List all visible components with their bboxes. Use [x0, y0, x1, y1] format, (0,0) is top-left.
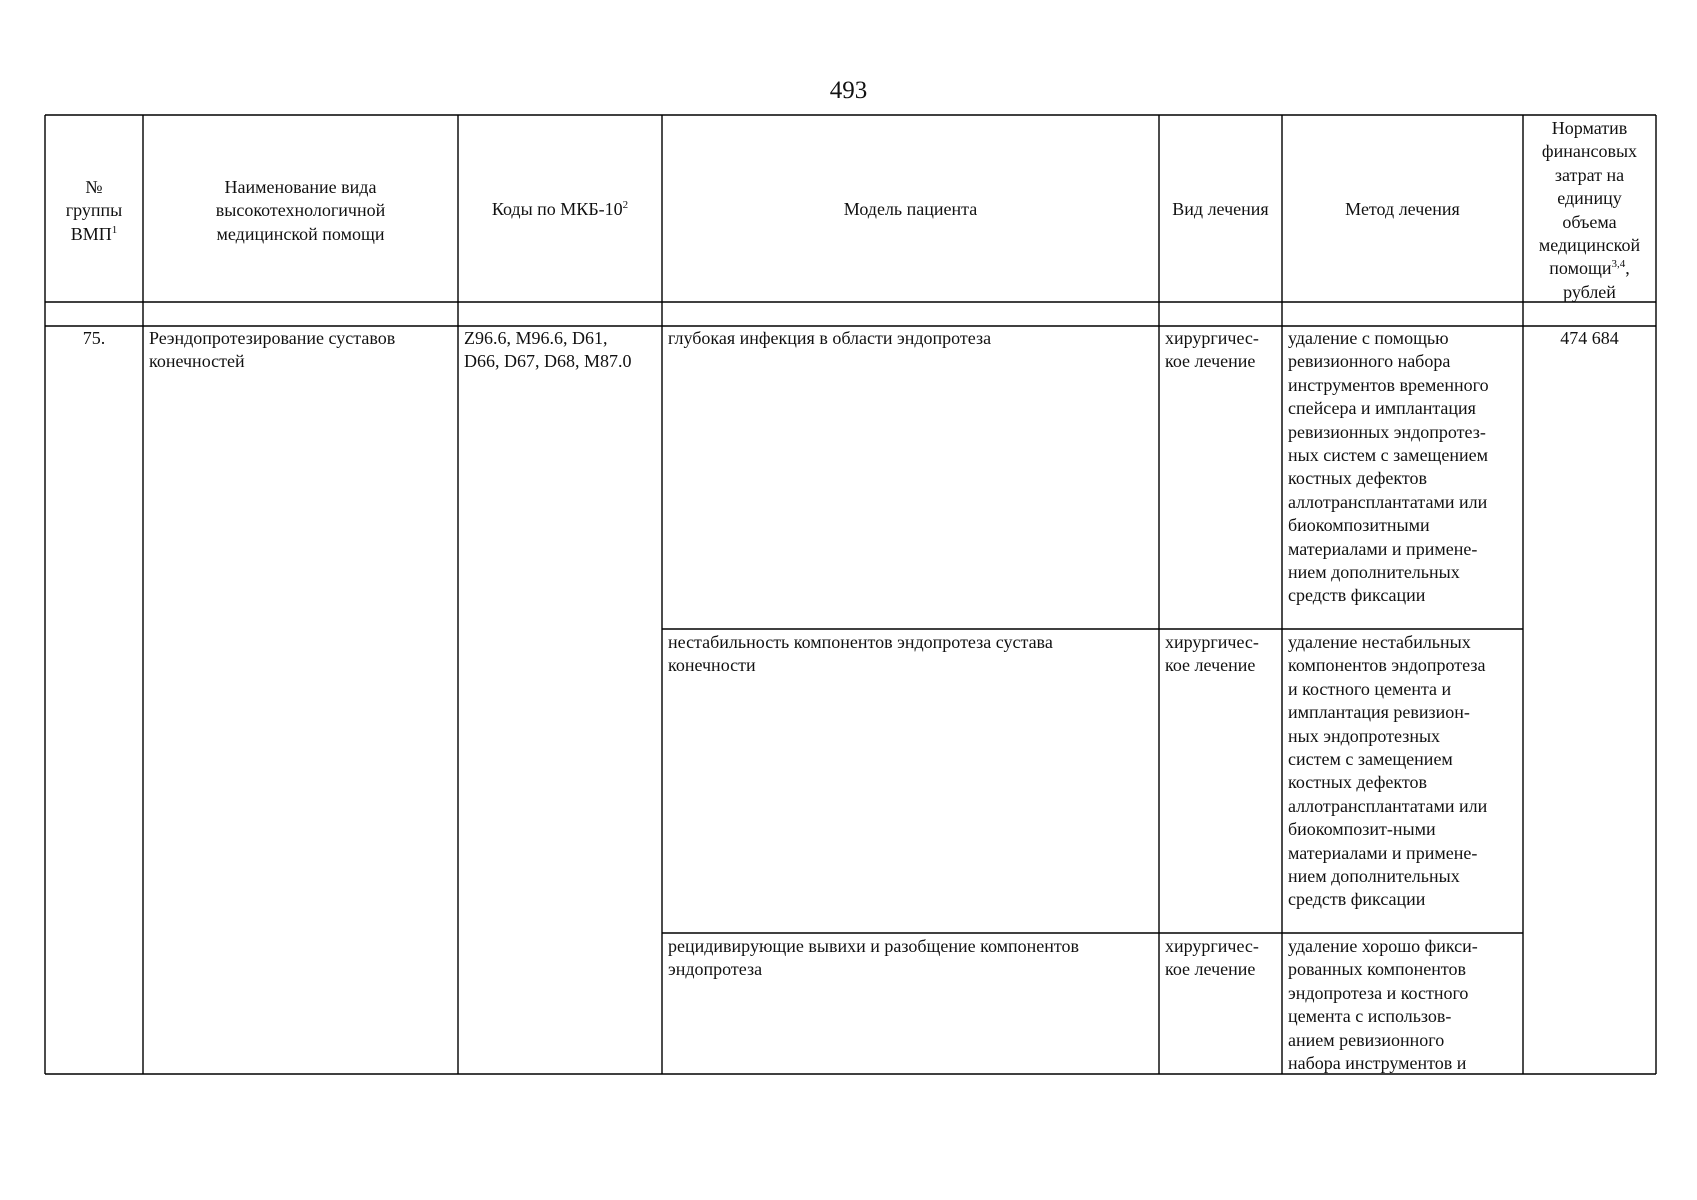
header-icd-codes	[458, 198, 662, 221]
footnote-1-marker: 1	[111, 223, 118, 236]
patient-model-1: глубокая инфекция в области эндопротеза	[668, 328, 992, 348]
patient-model-3: рецидивирующие вывихи и разобщение компонентов эндопротеза	[668, 936, 1080, 980]
page-number: 493	[829, 77, 868, 104]
header-cost-standard	[1523, 117, 1656, 304]
row-cost-value: 474 684	[1560, 328, 1619, 348]
footnote-2-marker: 2	[622, 199, 629, 211]
row-icd-codes: Z96.6, M96.6, D61, D66, D67, D68, M87.0	[464, 328, 632, 372]
treatment-type-1: хирургичес- кое лечение	[1165, 328, 1259, 372]
treatment-type-3: хирургичес- кое лечение	[1165, 936, 1259, 980]
header-icd-codes-text: Коды по МКБ-10	[491, 199, 623, 219]
header-patient-model: Модель пациента	[843, 199, 978, 219]
treatment-type-2: хирургичес- кое лечение	[1165, 632, 1259, 676]
header-group-number-text: № группы ВМП	[65, 177, 123, 244]
header-group-number	[45, 176, 143, 246]
row-group-number: 75.	[82, 328, 106, 348]
treatment-method-2: удаление нестабильных компонентов эндопротеза и костного цемента и имплантация ревизион- ных эндопротезных систем с замещением костных дефектов аллотрансплантатами или биокомпозит-ными материалами и примене- нием дополнительных средств фиксации	[1288, 632, 1488, 910]
treatment-method-3: удаление хорошо фикси- рованных компонентов эндопротеза и костного цемента с использов- анием ревизионного набора инструментов и	[1288, 936, 1478, 1073]
treatment-method-1: удаление с помощью ревизионного набора инструментов временного спейсера и имплантация ревизионных эндопротез- ных систем с замещением костных дефектов аллотрансплантатами или биокомпозитными материалами и примене- нием дополнительных средств фиксации	[1288, 328, 1489, 606]
header-treatment-method: Метод лечения	[1345, 199, 1460, 219]
header-care-type-name: Наименование вида высокотехнологичной медицинской помощи	[215, 177, 386, 244]
footnote-3-4-marker: 3,4	[1611, 258, 1626, 271]
header-cost-standard-text: Норматив финансовых затрат на единицу объема медицинской помощи	[1538, 118, 1641, 279]
header-treatment-type: Вид лечения	[1172, 199, 1269, 219]
header-cost-unit: , рублей	[1563, 258, 1630, 302]
row-care-type-name: Реэндопротезирование суставов конечностей	[149, 328, 396, 372]
patient-model-2: нестабильность компонентов эндопротеза сустава конечности	[668, 632, 1053, 676]
